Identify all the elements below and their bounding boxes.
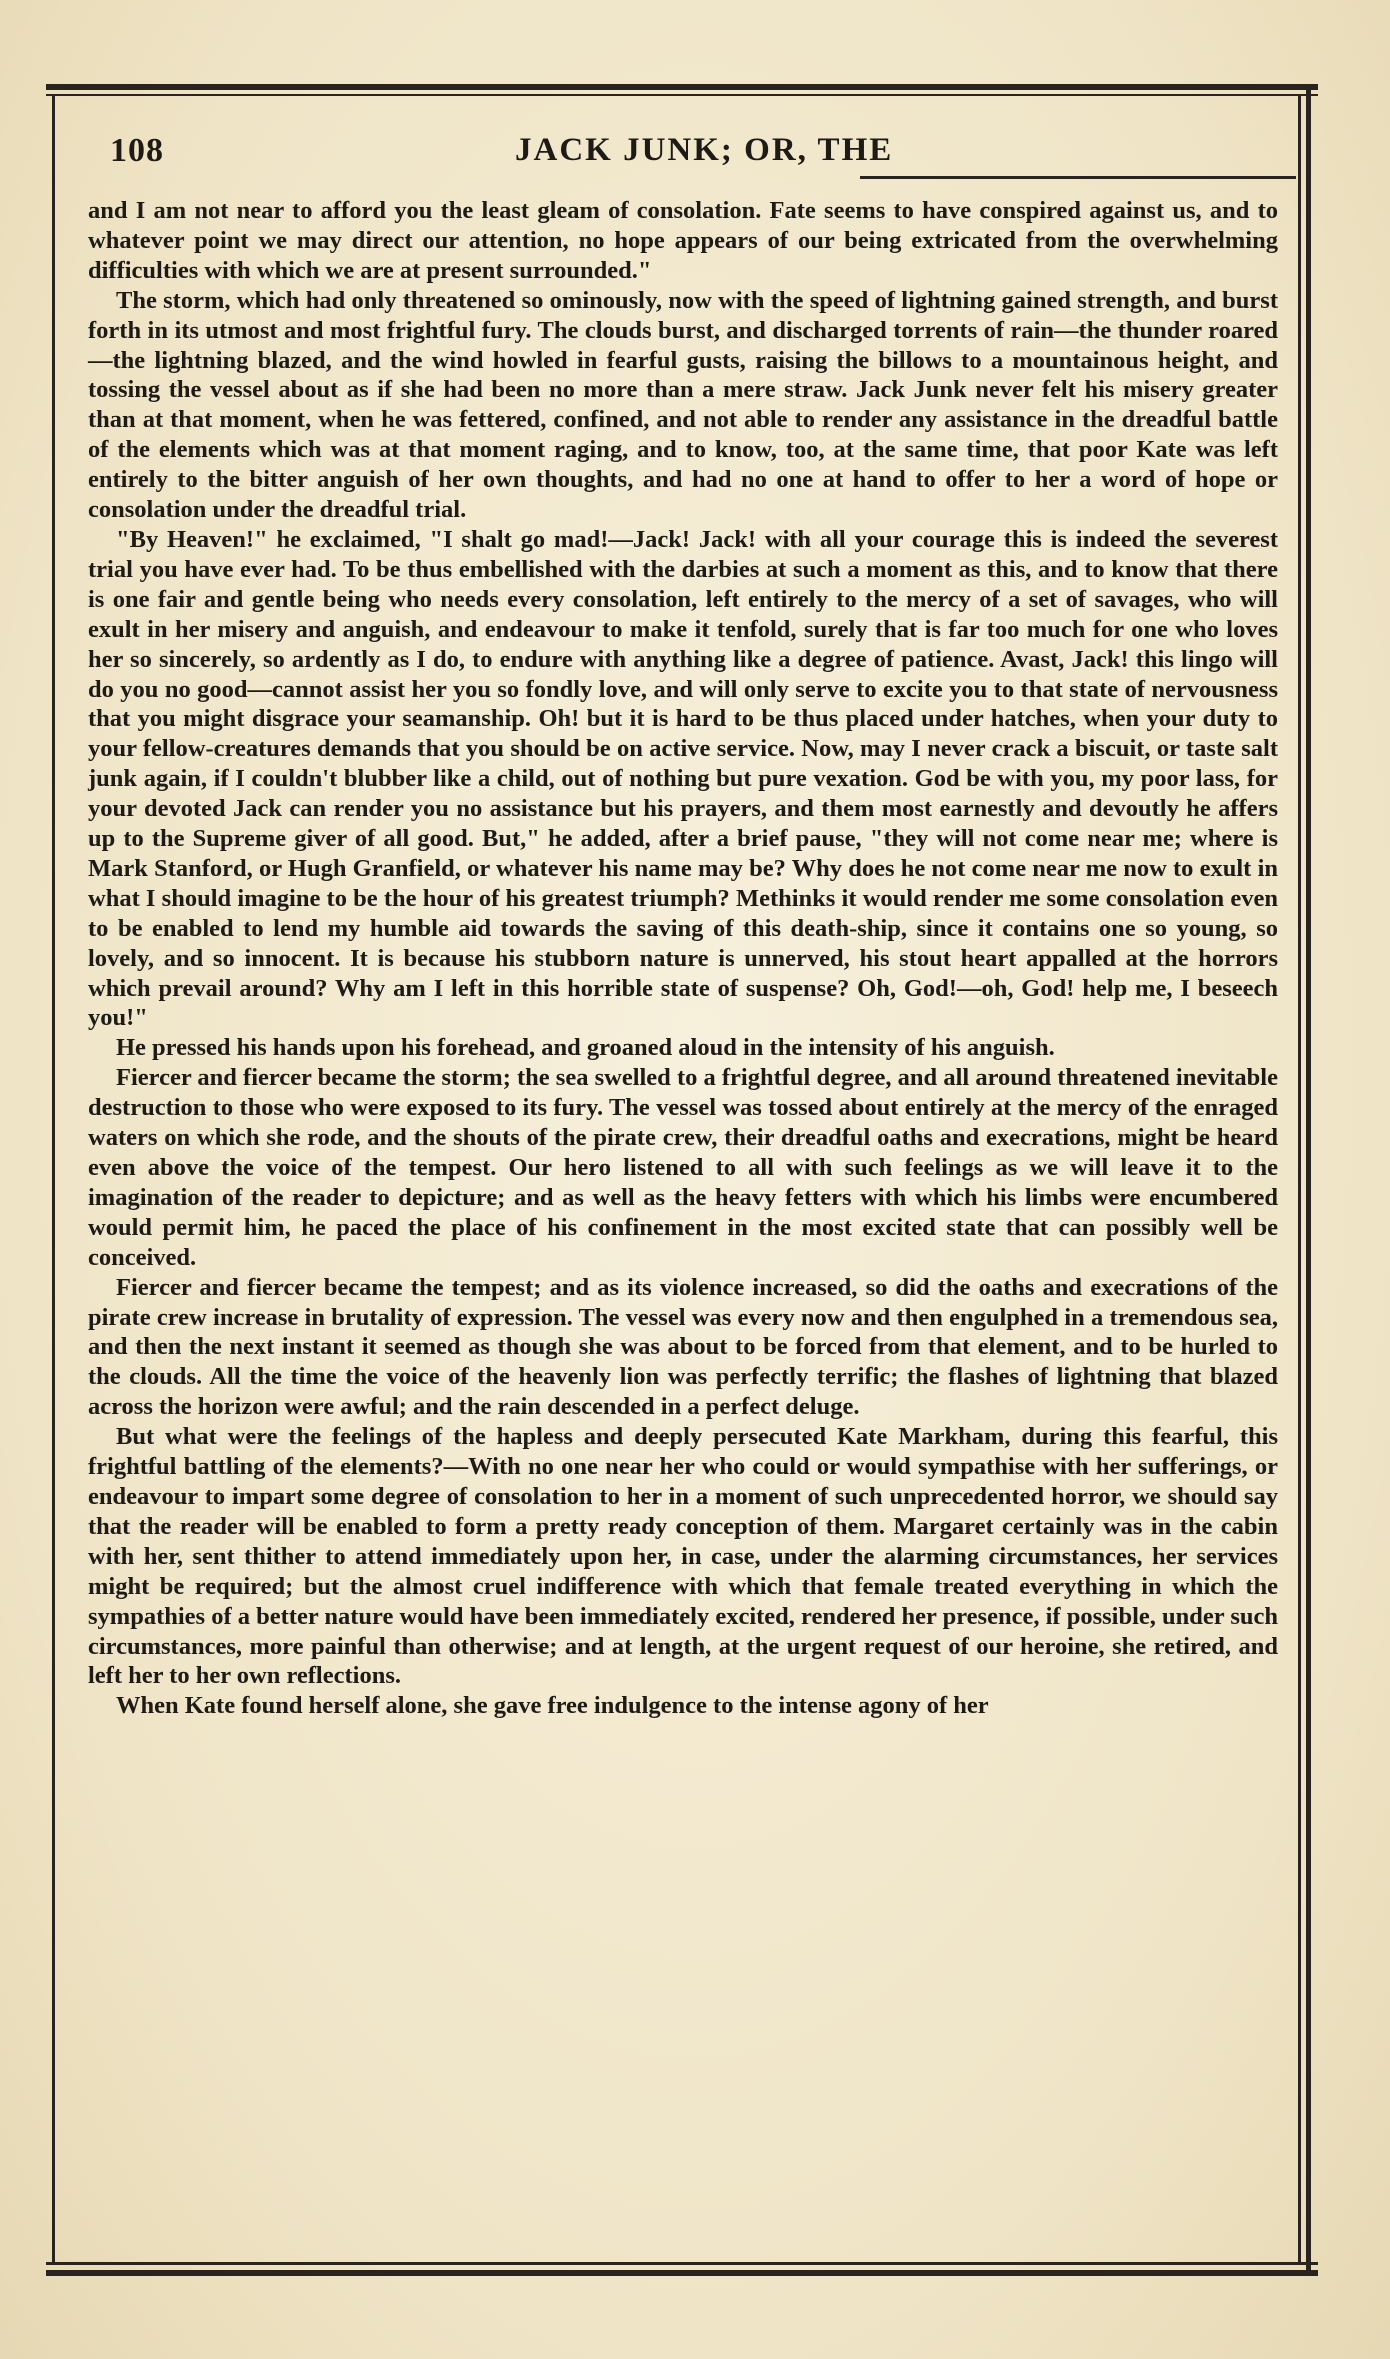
paragraph-storm: The storm, which had only threatened so ominously, now with the speed of lightning gained strength, and burst forth in its utmost and most frightful fury. The clouds burst, and discharged torrents of rain—the thunder roared—the lightning blazed, and the wind howled in fearful gusts, raising the billows to a mountainous height, and tossing the vessel about as if she had been no more than a mere straw. Jack Junk never felt his misery greater than at that moment, when he was fettered, confined, and not able to render any assistance in the dreadful battle of the elements which was at that moment raging, and to know, too, at the same time, that poor Kate was left entirely to the bitter anguish of her own thoughts, and had no one at hand to offer to her a word of hope or consolation under the dreadful trial. [88,286,1278,524]
paragraph-kate-alone: When Kate found herself alone, she gave free indulgence to the intense agony of her [116,1692,989,1720]
running-title: JACK JUNK; OR, THE [515,132,894,168]
paragraph-fiercer-storm: Fiercer and fiercer became the storm; the sea swelled to a frightful degree, and all around threatened inevitable destruction to those who were exposed to its fury. The vessel was tossed about entirely at the mercy of the enraged waters on which she rode, and the shouts of the pirate crew, their dreadful oaths and execrations, might be heard even above the voice of the tempest. Our hero listened to all with such feelings as we will leave it to the imagination of the reader to depicture; and as well as the heavy fetters with which his limbs were encumbered would permit him, he paced the place of his confinement in the most excited state that can possibly well be conceived. [88,1064,1278,1271]
frame-rule-top-thin [46,94,1318,96]
header-rule [860,176,1296,179]
frame-rule-bottom [46,2270,1318,2276]
paragraph-anguish: He pressed his hands upon his forehead, and groaned aloud in the intensity of his anguish. [116,1034,1055,1062]
page-header [110,132,1270,178]
frame-rule-right-thin [1298,96,1301,2264]
frame-rule-bottom-thin [46,2262,1318,2265]
paragraph-continuation: and I am not near to afford you the least gleam of consolation. Fate seems to have conspired against us, and to whatever point we may direct our attention, no hope appears of our being extricated from the overwhelming difficulties with which we are at present surrounded." [88,197,1278,284]
page-number: 108 [110,132,164,169]
paragraph-jack-speech: "By Heaven!" he exclaimed, "I shalt go mad!—Jack! Jack! with all your courage this is indeed the severest trial you have ever had. To be thus embellished with the darbies at such a moment as this, and to know that there is one fair and gentle being who needs every consolation, left entirely to the mercy of a set of savages, who will exult in her misery and anguish, and endeavour to make it tenfold, surely that is far too much for one who loves her so sincerely, so ardently as I do, to endure with anything like a degree of patience. Avast, Jack! this lingo will do you no good—cannot assist her you so fondly love, and will only serve to excite you to that state of nervousness that you might disgrace your seamanship. Oh! but it is hard to be thus placed under hatches, when your duty to your fellow-creatures demands that you should be on active service. Now, may I never crack a biscuit, or taste salt junk again, if I couldn't blubber like a child, out of nothing but pure vexation. God be with you, my poor lass, for your devoted Jack can render you no assistance but his prayers, and them most earnestly and devoutly he affers up to the Supreme giver of all good. But," he added, after a brief pause, "they will not come near me; where is Mark Stanford, or Hugh Granfield, or whatever his name may be? Why does he not come near me now to exult in what I should imagine to be the hour of his greatest triumph? Methinks it would render me some consolation even to be enabled to lend my humble aid towards the saving of this death-ship, since it contains one so young, so lovely, and so innocent. It is because his stubborn nature is unnerved, his stout heart appalled at the horrors which prevail around? Why am I left in this horrible state of suspense? Oh, God!—oh, God! help me, I beseech you!" [88,525,1278,1032]
body-text [88,196,1278,2246]
frame-rule-top [46,84,1318,90]
frame-rule-right [1306,90,1311,2270]
paragraph-fiercer-tempest: Fiercer and fiercer became the tempest; and as its violence increased, so did the oaths and execrations of the pirate crew increase in brutality of expression. The vessel was every now and then engulphed in a tremendous sea, and then the next instant it seemed as though she was about to be forced from that element, and to be hurled to the clouds. All the time the voice of the heavenly lion was perfectly terrific; the flashes of lightning that blazed across the horizon were awful; and the rain descended in a perfect deluge. [88,1273,1278,1421]
paragraph-kate-feelings: But what were the feelings of the hapless and deeply persecuted Kate Markham, during this fearful, this frightful battling of the elements?—With no one near her who could or would sympathise with her sufferings, or endeavour to impart some degree of consolation to her in a moment of such unprecedented horror, we should say that the reader will be enabled to form a pretty ready conception of them. Margaret certainly was in the cabin with her, sent thither to attend immediately upon her, in case, under the alarming circumstances, her services might be required; but the almost cruel indifference with which that female treated everything in which the sympathies of a better nature would have been immediately excited, rendered her presence, if possible, under such circumstances, more painful than otherwise; and at length, at the urgent request of our heroine, she retired, and left her to her own reflections. [88,1423,1278,1690]
frame-rule-left [52,96,55,2264]
